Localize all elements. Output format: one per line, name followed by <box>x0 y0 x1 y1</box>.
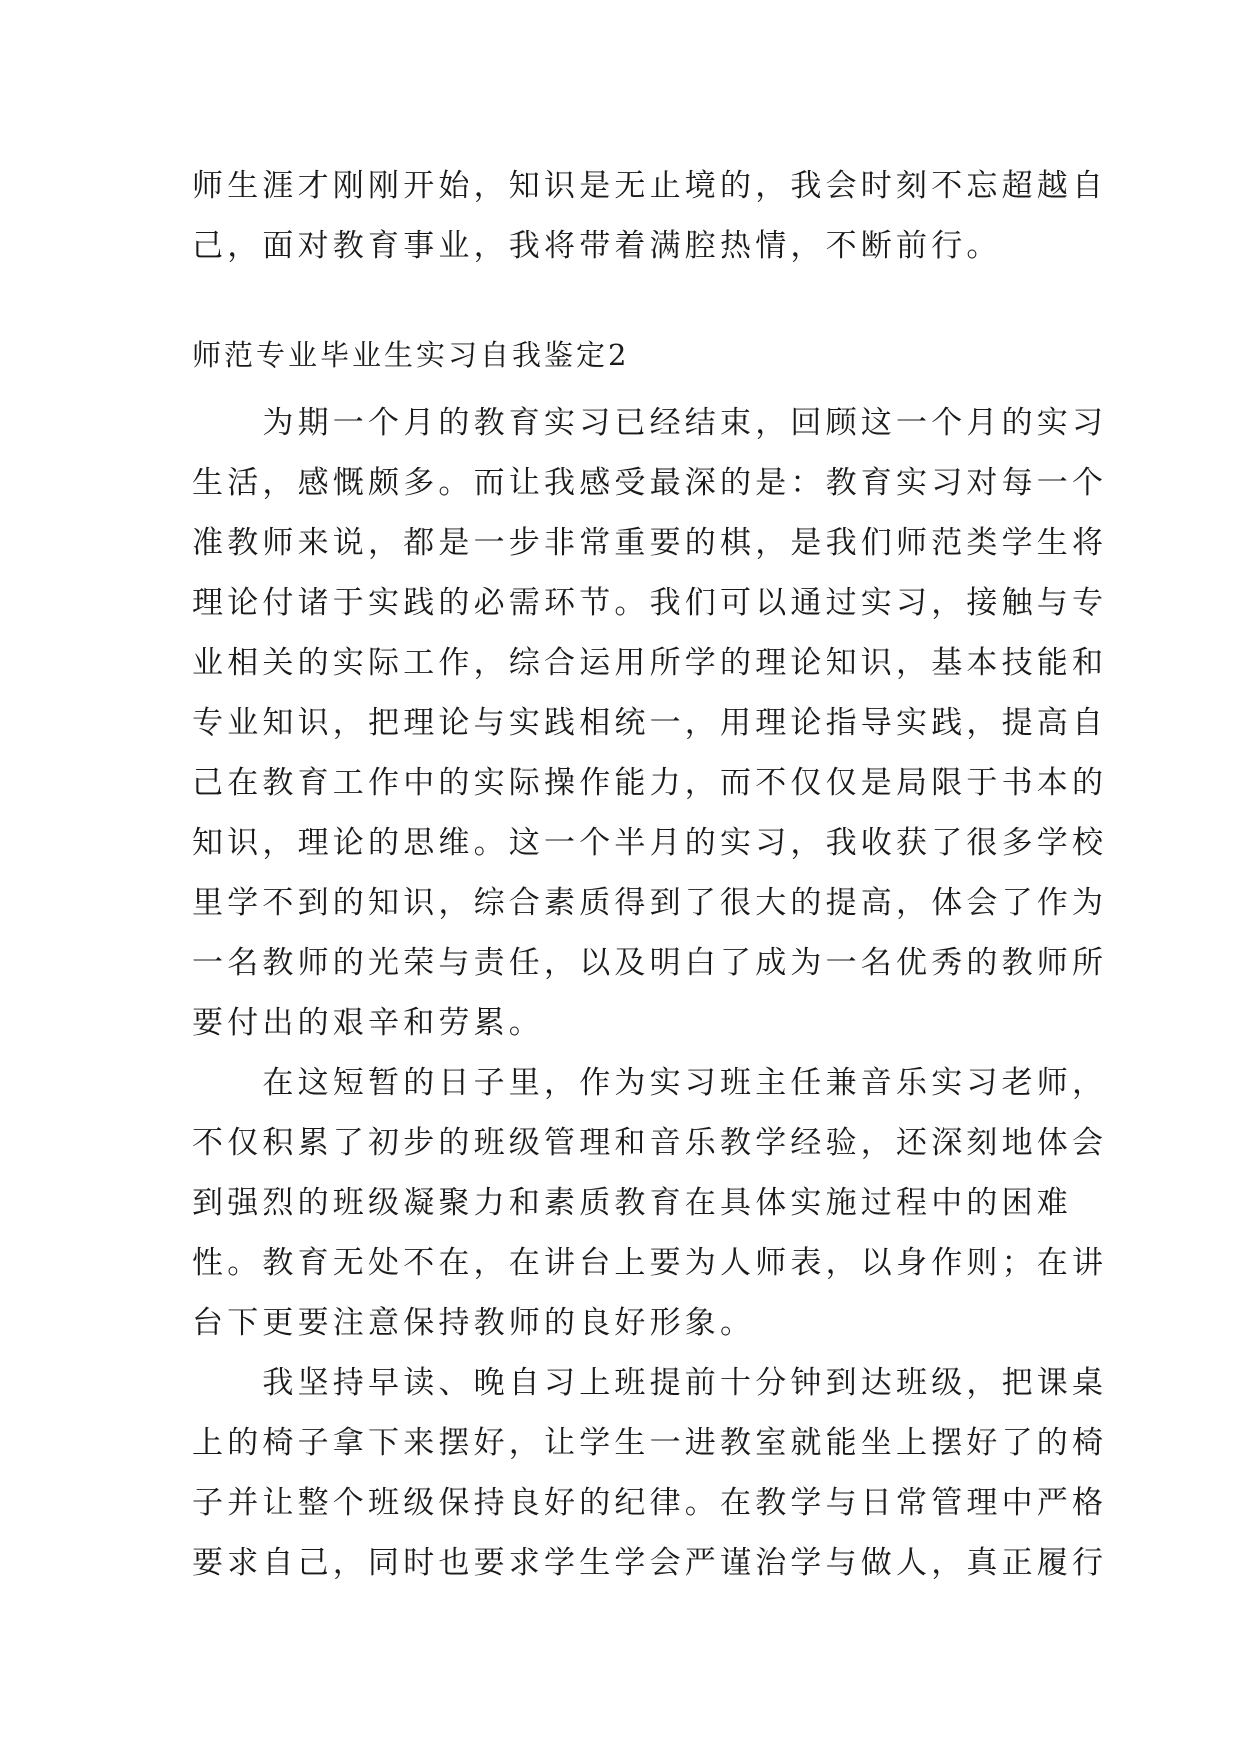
text-line: 上的椅子拿下来摆好，让学生一进教室就能坐上摆好了的椅 <box>192 1425 1108 1461</box>
text-line: 我坚持早读、晚自习上班提前十分钟到达班级，把课桌 <box>192 1365 1108 1401</box>
text-line: 要付出的艰辛和劳累。 <box>192 1005 544 1041</box>
text-line: 台下更要注意保持教师的良好形象。 <box>192 1305 756 1341</box>
text-line: 生活，感慨颇多。而让我感受最深的是：教育实习对每一个 <box>192 465 1108 501</box>
text-line: 知识，理论的思维。这一个半月的实习，我收获了很多学校 <box>192 825 1108 861</box>
text-line: 己在教育工作中的实际操作能力，而不仅仅是局限于书本的 <box>192 765 1108 801</box>
text-line: 为期一个月的教育实习已经结束，回顾这一个月的实习 <box>192 405 1108 441</box>
section-title: 师范专业毕业生实习自我鉴定2 <box>192 338 630 372</box>
text-line: 一名教师的光荣与责任，以及明白了成为一名优秀的教师所 <box>192 945 1108 981</box>
text-line: 子并让整个班级保持良好的纪律。在教学与日常管理中严格 <box>192 1485 1108 1521</box>
intro-paragraph-continued <box>192 156 1108 276</box>
text-line: 业相关的实际工作，综合运用所学的理论知识，基本技能和 <box>192 645 1108 681</box>
text-line: 到强烈的班级凝聚力和素质教育在具体实施过程中的困难 <box>192 1185 1072 1221</box>
text-line: 师生涯才刚刚开始，知识是无止境的，我会时刻不忘超越自 <box>192 168 1108 204</box>
body-text <box>192 393 1108 1593</box>
text-line: 不仅积累了初步的班级管理和音乐教学经验，还深刻地体会 <box>192 1125 1108 1161</box>
text-line: 里学不到的知识，综合素质得到了很大的提高，体会了作为 <box>192 885 1108 921</box>
text-line: 要求自己，同时也要求学生学会严谨治学与做人，真正履行 <box>192 1545 1108 1581</box>
text-line: 专业知识，把理论与实践相统一，用理论指导实践，提高自 <box>192 705 1108 741</box>
text-line: 准教师来说，都是一步非常重要的棋，是我们师范类学生将 <box>192 525 1108 561</box>
text-line: 性。教育无处不在，在讲台上要为人师表，以身作则；在讲 <box>192 1245 1108 1281</box>
text-line: 理论付诸于实践的必需环节。我们可以通过实习，接触与专 <box>192 585 1108 621</box>
text-line: 在这短暂的日子里，作为实习班主任兼音乐实习老师， <box>192 1065 1108 1101</box>
text-line: 己，面对教育事业，我将带着满腔热情，不断前行。 <box>192 228 1002 264</box>
